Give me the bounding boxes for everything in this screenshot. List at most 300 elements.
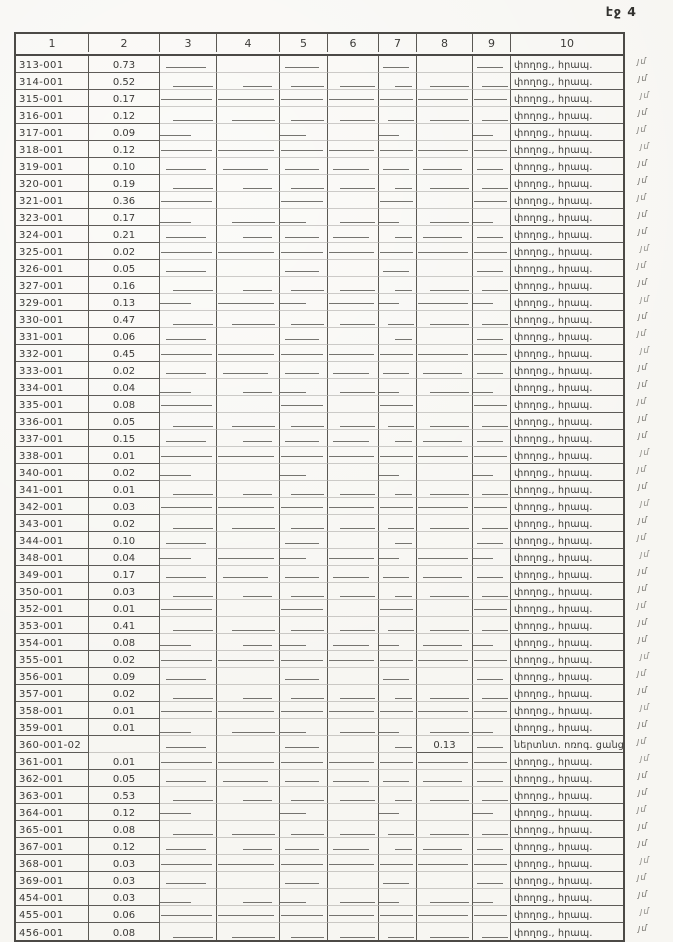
empty-cell xyxy=(328,294,379,311)
land-use-cell: փողոց., հրապ. xyxy=(511,158,623,175)
empty-cell xyxy=(473,260,511,277)
area-value-cell: 0.16 xyxy=(89,277,160,294)
margin-mark: յմ xyxy=(637,805,647,815)
empty-cell xyxy=(379,158,417,175)
empty-cell xyxy=(379,413,417,430)
column8-value-cell xyxy=(417,294,473,311)
empty-cell xyxy=(217,549,280,566)
table-row xyxy=(16,175,623,192)
empty-cell xyxy=(280,260,328,277)
empty-cell xyxy=(160,532,217,549)
margin-mark: յմ xyxy=(640,91,650,101)
margin-mark: յմ xyxy=(640,244,650,254)
empty-cell xyxy=(160,447,217,464)
empty-cell xyxy=(379,549,417,566)
column8-value-cell xyxy=(417,923,473,940)
parcel-code-cell: 357-001 xyxy=(16,685,89,702)
empty-cell xyxy=(217,855,280,872)
empty-cell xyxy=(280,736,328,753)
empty-cell xyxy=(328,141,379,158)
empty-cell xyxy=(280,532,328,549)
margin-mark: յմ xyxy=(637,873,647,883)
column8-value-cell xyxy=(417,498,473,515)
land-use-cell: փողոց., հրապ. xyxy=(511,872,623,889)
empty-cell xyxy=(217,260,280,277)
empty-cell xyxy=(379,583,417,600)
empty-cell xyxy=(280,311,328,328)
empty-cell xyxy=(217,906,280,923)
margin-mark: յմ xyxy=(640,346,650,356)
area-value-cell: 0.09 xyxy=(89,668,160,685)
empty-cell xyxy=(160,600,217,617)
area-value-cell: 0.12 xyxy=(89,838,160,855)
margin-mark: յմ xyxy=(640,295,650,305)
table-row xyxy=(16,379,623,396)
empty-cell xyxy=(379,566,417,583)
empty-cell xyxy=(280,872,328,889)
empty-cell xyxy=(160,294,217,311)
empty-cell xyxy=(280,379,328,396)
table-row xyxy=(16,651,623,668)
empty-cell xyxy=(217,770,280,787)
empty-cell xyxy=(473,243,511,260)
empty-cell xyxy=(328,192,379,209)
area-value-cell: 0.02 xyxy=(89,515,160,532)
empty-cell xyxy=(280,651,328,668)
parcel-code-cell: 333-001 xyxy=(16,362,89,379)
empty-cell xyxy=(473,770,511,787)
empty-cell xyxy=(473,124,511,141)
empty-cell xyxy=(328,923,379,940)
empty-cell xyxy=(328,634,379,651)
empty-cell xyxy=(328,124,379,141)
empty-cell xyxy=(473,668,511,685)
empty-cell xyxy=(473,923,511,940)
area-value-cell: 0.02 xyxy=(89,362,160,379)
area-value-cell: 0.36 xyxy=(89,192,160,209)
empty-cell xyxy=(280,838,328,855)
empty-cell xyxy=(160,566,217,583)
empty-cell xyxy=(473,651,511,668)
empty-cell xyxy=(217,600,280,617)
empty-cell xyxy=(280,209,328,226)
empty-cell xyxy=(160,209,217,226)
parcel-code-cell: 317-001 xyxy=(16,124,89,141)
land-use-cell: փողոց., հրապ. xyxy=(511,855,623,872)
empty-cell xyxy=(160,175,217,192)
empty-cell xyxy=(328,209,379,226)
area-value-cell: 0.52 xyxy=(89,73,160,90)
margin-mark: յմ xyxy=(638,482,648,492)
table-row xyxy=(16,226,623,243)
area-value-cell: 0.06 xyxy=(89,328,160,345)
table-row xyxy=(16,481,623,498)
empty-cell xyxy=(280,328,328,345)
empty-cell xyxy=(160,515,217,532)
column8-value-cell xyxy=(417,668,473,685)
empty-cell xyxy=(217,141,280,158)
column8-value-cell xyxy=(417,600,473,617)
parcel-code-cell: 343-001 xyxy=(16,515,89,532)
land-use-cell: փողոց., հրապ. xyxy=(511,651,623,668)
empty-cell xyxy=(280,787,328,804)
empty-cell xyxy=(160,889,217,906)
column8-value-cell xyxy=(417,260,473,277)
area-value-cell: 0.03 xyxy=(89,872,160,889)
table-row xyxy=(16,515,623,532)
empty-cell xyxy=(473,549,511,566)
table-row xyxy=(16,872,623,889)
area-value-cell: 0.02 xyxy=(89,651,160,668)
area-value-cell: 0.15 xyxy=(89,430,160,447)
empty-cell xyxy=(473,855,511,872)
parcel-code-cell: 325-001 xyxy=(16,243,89,260)
margin-mark: յմ xyxy=(640,550,650,560)
margin-mark: յմ xyxy=(638,924,648,934)
empty-cell xyxy=(217,379,280,396)
empty-cell xyxy=(379,872,417,889)
empty-cell xyxy=(280,702,328,719)
empty-cell xyxy=(280,158,328,175)
empty-cell xyxy=(160,498,217,515)
empty-cell xyxy=(328,413,379,430)
parcel-code-cell: 456-001 xyxy=(16,923,89,940)
empty-cell xyxy=(160,413,217,430)
margin-mark: յմ xyxy=(640,499,650,509)
empty-cell xyxy=(160,736,217,753)
empty-cell xyxy=(160,141,217,158)
table-row xyxy=(16,634,623,651)
table-row xyxy=(16,260,623,277)
empty-cell xyxy=(379,430,417,447)
table-row xyxy=(16,56,623,73)
land-use-cell: փողոց., հրապ. xyxy=(511,277,623,294)
empty-cell xyxy=(160,685,217,702)
column8-value-cell xyxy=(417,328,473,345)
table-row xyxy=(16,685,623,702)
empty-cell xyxy=(328,753,379,770)
table-row xyxy=(16,566,623,583)
empty-cell xyxy=(379,328,417,345)
empty-cell xyxy=(379,532,417,549)
empty-cell xyxy=(473,294,511,311)
empty-cell xyxy=(280,906,328,923)
empty-cell xyxy=(217,396,280,413)
column-header: 5 xyxy=(280,34,328,52)
land-use-cell: փողոց., հրապ. xyxy=(511,702,623,719)
land-use-cell: փողոց., հրապ. xyxy=(511,243,623,260)
empty-cell xyxy=(217,668,280,685)
parcel-code-cell: 340-001 xyxy=(16,464,89,481)
empty-cell xyxy=(217,294,280,311)
margin-mark: յմ xyxy=(640,703,650,713)
empty-cell xyxy=(328,532,379,549)
empty-cell xyxy=(379,481,417,498)
margin-mark: յմ xyxy=(637,601,647,611)
margin-mark: յմ xyxy=(640,652,650,662)
empty-cell xyxy=(328,396,379,413)
land-use-cell: փողոց., հրապ. xyxy=(511,345,623,362)
empty-cell xyxy=(280,175,328,192)
empty-cell xyxy=(217,634,280,651)
land-use-cell: փողոց., հրապ. xyxy=(511,226,623,243)
empty-cell xyxy=(217,736,280,753)
area-value-cell: 0.13 xyxy=(89,294,160,311)
column8-value-cell xyxy=(417,447,473,464)
empty-cell xyxy=(328,158,379,175)
column8-value-cell xyxy=(417,192,473,209)
empty-cell xyxy=(379,787,417,804)
column8-value-cell xyxy=(417,243,473,260)
empty-cell xyxy=(473,447,511,464)
table-row xyxy=(16,243,623,260)
empty-cell xyxy=(217,583,280,600)
area-value-cell: 0.12 xyxy=(89,107,160,124)
table-row xyxy=(16,413,623,430)
parcel-code-cell: 358-001 xyxy=(16,702,89,719)
empty-cell xyxy=(473,90,511,107)
empty-cell xyxy=(379,362,417,379)
parcel-code-cell: 319-001 xyxy=(16,158,89,175)
column8-value-cell xyxy=(417,481,473,498)
table-row xyxy=(16,498,623,515)
empty-cell xyxy=(280,243,328,260)
column-header: 1 xyxy=(16,34,89,52)
empty-cell xyxy=(217,158,280,175)
empty-cell xyxy=(280,481,328,498)
column8-value-cell xyxy=(417,124,473,141)
parcel-code-cell: 359-001 xyxy=(16,719,89,736)
column8-value-cell xyxy=(417,787,473,804)
empty-cell xyxy=(473,328,511,345)
land-use-cell: փողոց., հրապ. xyxy=(511,634,623,651)
margin-mark: յմ xyxy=(638,516,648,526)
empty-cell xyxy=(473,430,511,447)
empty-cell xyxy=(328,243,379,260)
empty-cell xyxy=(280,566,328,583)
empty-cell xyxy=(280,294,328,311)
empty-cell xyxy=(217,209,280,226)
column8-value-cell xyxy=(417,209,473,226)
empty-cell xyxy=(473,464,511,481)
parcel-code-cell: 368-001 xyxy=(16,855,89,872)
parcel-code-cell: 320-001 xyxy=(16,175,89,192)
empty-cell xyxy=(328,90,379,107)
empty-cell xyxy=(280,617,328,634)
empty-cell xyxy=(160,379,217,396)
parcel-code-cell: 315-001 xyxy=(16,90,89,107)
empty-cell xyxy=(217,192,280,209)
land-use-cell: փողոց., հրապ. xyxy=(511,566,623,583)
empty-cell xyxy=(328,362,379,379)
column-header: 2 xyxy=(89,34,160,52)
empty-cell xyxy=(217,617,280,634)
empty-cell xyxy=(217,464,280,481)
column8-value-cell xyxy=(417,872,473,889)
column8-value-cell xyxy=(417,549,473,566)
empty-cell xyxy=(328,549,379,566)
column8-value-cell xyxy=(417,566,473,583)
empty-cell xyxy=(328,175,379,192)
table-row xyxy=(16,447,623,464)
table-row xyxy=(16,617,623,634)
table-row xyxy=(16,753,623,770)
empty-cell xyxy=(280,107,328,124)
empty-cell xyxy=(217,277,280,294)
land-use-cell: փողոց., հրապ. xyxy=(511,141,623,158)
empty-cell xyxy=(160,872,217,889)
area-value-cell: 0.41 xyxy=(89,617,160,634)
column8-value-cell xyxy=(417,90,473,107)
empty-cell xyxy=(280,600,328,617)
column8-value-cell xyxy=(417,617,473,634)
land-use-cell: ներտնտ. ոռոգ. ցանց xyxy=(511,736,623,753)
margin-mark: յմ xyxy=(638,159,648,169)
parcel-code-cell: 318-001 xyxy=(16,141,89,158)
empty-cell xyxy=(473,311,511,328)
area-value-cell: 0.03 xyxy=(89,498,160,515)
table-row xyxy=(16,838,623,855)
empty-cell xyxy=(280,396,328,413)
margin-mark: յմ xyxy=(637,125,647,135)
column8-value-cell xyxy=(417,651,473,668)
empty-cell xyxy=(379,226,417,243)
empty-cell xyxy=(328,447,379,464)
land-use-cell: փողոց., հրապ. xyxy=(511,906,623,923)
empty-cell xyxy=(280,362,328,379)
empty-cell xyxy=(280,515,328,532)
empty-cell xyxy=(379,90,417,107)
empty-cell xyxy=(379,821,417,838)
margin-mark: յմ xyxy=(638,839,648,849)
empty-cell xyxy=(379,464,417,481)
empty-cell xyxy=(217,311,280,328)
empty-cell xyxy=(473,787,511,804)
empty-cell xyxy=(280,141,328,158)
area-value-cell: 0.04 xyxy=(89,379,160,396)
empty-cell xyxy=(379,243,417,260)
empty-cell xyxy=(379,311,417,328)
area-value-cell: 0.17 xyxy=(89,566,160,583)
empty-cell xyxy=(473,413,511,430)
parcel-code-cell: 324-001 xyxy=(16,226,89,243)
table-header-row xyxy=(16,34,623,56)
empty-cell xyxy=(328,719,379,736)
empty-cell xyxy=(217,447,280,464)
margin-mark: յմ xyxy=(638,74,648,84)
empty-cell xyxy=(473,345,511,362)
area-value-cell: 0.45 xyxy=(89,345,160,362)
empty-cell xyxy=(379,260,417,277)
margin-mark: յմ xyxy=(638,635,648,645)
area-value-cell: 0.10 xyxy=(89,532,160,549)
parcel-code-cell: 349-001 xyxy=(16,566,89,583)
parcel-code-cell: 342-001 xyxy=(16,498,89,515)
column8-value-cell xyxy=(417,311,473,328)
empty-cell xyxy=(328,821,379,838)
empty-cell xyxy=(217,175,280,192)
land-use-cell: փողոց., հրապ. xyxy=(511,770,623,787)
table-row xyxy=(16,923,623,940)
parcel-code-cell: 314-001 xyxy=(16,73,89,90)
land-use-cell: փողոց., հրապ. xyxy=(511,90,623,107)
table-row xyxy=(16,277,623,294)
empty-cell xyxy=(280,855,328,872)
empty-cell xyxy=(280,923,328,940)
empty-cell xyxy=(217,532,280,549)
parcel-code-cell: 337-001 xyxy=(16,430,89,447)
empty-cell xyxy=(217,821,280,838)
column8-value-cell xyxy=(417,838,473,855)
empty-cell xyxy=(217,73,280,90)
table-row xyxy=(16,107,623,124)
empty-cell xyxy=(379,73,417,90)
land-use-cell: փողոց., հրապ. xyxy=(511,413,623,430)
column8-value-cell xyxy=(417,685,473,702)
empty-cell xyxy=(160,73,217,90)
empty-cell xyxy=(379,753,417,770)
land-use-cell: փողոց., հրապ. xyxy=(511,549,623,566)
empty-cell xyxy=(160,855,217,872)
empty-cell xyxy=(160,549,217,566)
land-use-cell: փողոց., հրապ. xyxy=(511,328,623,345)
column8-value-cell xyxy=(417,362,473,379)
area-value-cell: 0.08 xyxy=(89,634,160,651)
column8-value-cell xyxy=(417,141,473,158)
empty-cell xyxy=(217,362,280,379)
empty-cell xyxy=(160,804,217,821)
column-header: 10 xyxy=(560,36,574,50)
parcel-code-cell: 344-001 xyxy=(16,532,89,549)
empty-cell xyxy=(328,515,379,532)
margin-mark: յմ xyxy=(638,431,648,441)
table-row xyxy=(16,719,623,736)
area-value-cell: 0.12 xyxy=(89,804,160,821)
parcel-code-cell: 362-001 xyxy=(16,770,89,787)
margin-mark: յմ xyxy=(637,329,647,339)
column8-value-cell xyxy=(417,634,473,651)
empty-cell xyxy=(328,702,379,719)
area-value-cell: 0.08 xyxy=(89,821,160,838)
empty-cell xyxy=(473,821,511,838)
area-value-cell: 0.03 xyxy=(89,889,160,906)
area-value-cell: 0.08 xyxy=(89,923,160,940)
column8-value-cell xyxy=(417,702,473,719)
parcel-code-cell: 454-001 xyxy=(16,889,89,906)
column8-value-cell xyxy=(417,821,473,838)
empty-cell xyxy=(473,226,511,243)
empty-cell xyxy=(473,532,511,549)
margin-mark: յմ xyxy=(637,465,647,475)
land-use-cell: փողոց., հրապ. xyxy=(511,124,623,141)
parcel-code-cell: 352-001 xyxy=(16,600,89,617)
empty-cell xyxy=(328,464,379,481)
empty-cell xyxy=(473,209,511,226)
area-value-cell: 0.21 xyxy=(89,226,160,243)
land-use-cell: փողոց., հրապ. xyxy=(511,107,623,124)
empty-cell xyxy=(217,872,280,889)
empty-cell xyxy=(280,770,328,787)
empty-cell xyxy=(280,583,328,600)
empty-cell xyxy=(379,447,417,464)
empty-cell xyxy=(160,787,217,804)
empty-cell xyxy=(328,804,379,821)
column8-value-cell xyxy=(417,753,473,770)
land-use-cell: փողոց., հրապ. xyxy=(511,821,623,838)
parcel-code-cell: 360-001-02 xyxy=(16,736,89,753)
empty-cell xyxy=(379,719,417,736)
empty-cell xyxy=(160,651,217,668)
